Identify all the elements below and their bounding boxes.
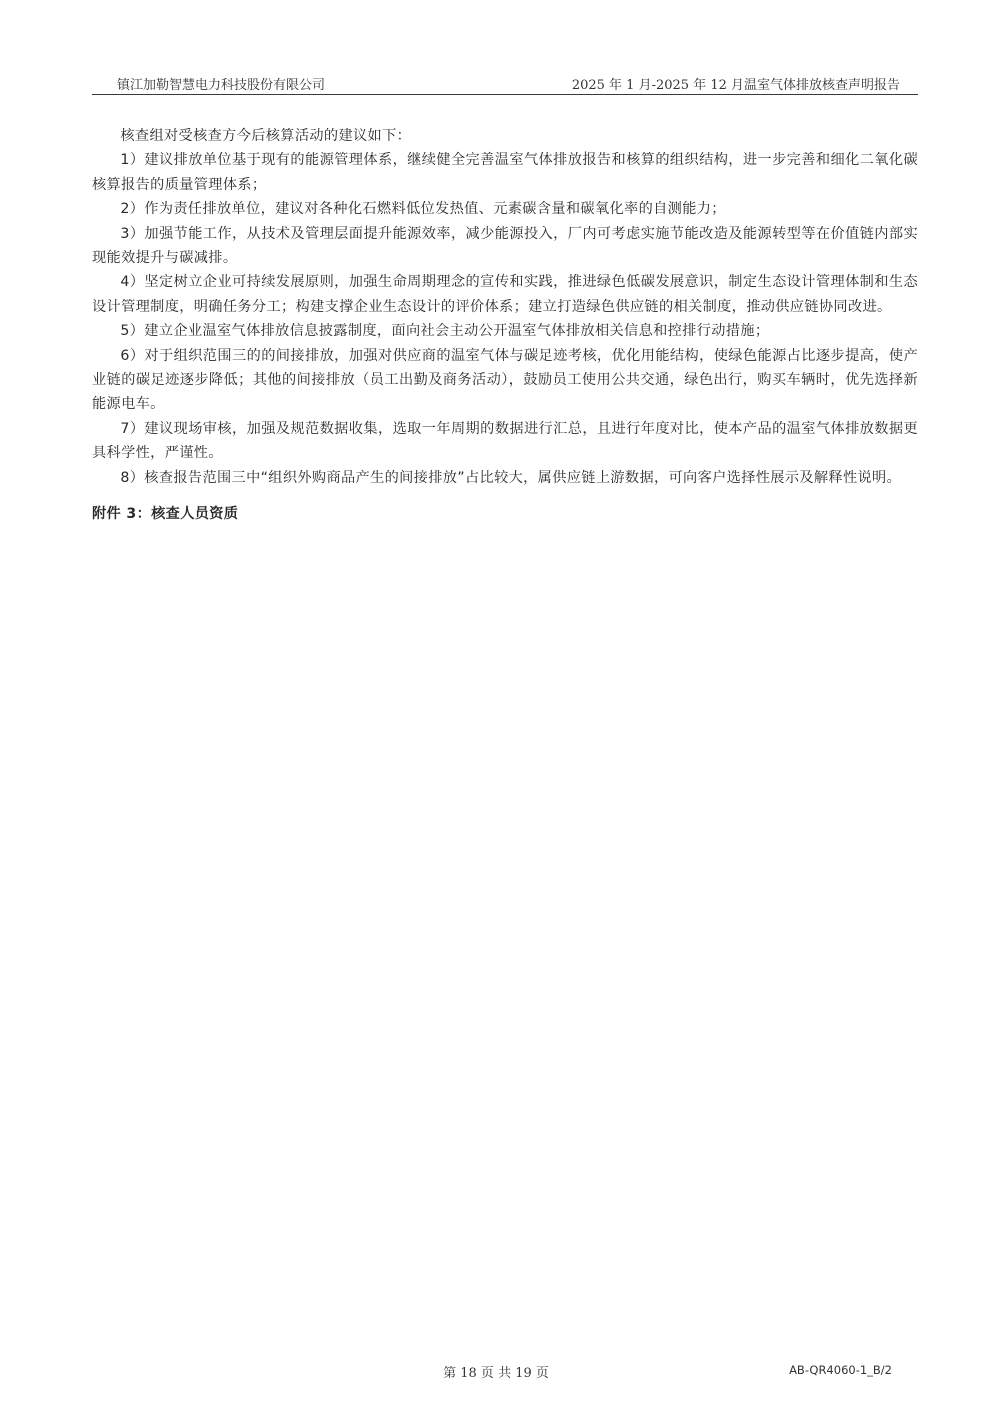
attachment-heading: 附件 3：核查人员资质 bbox=[92, 506, 239, 523]
suggestion-6: 6）对于组织范围三的的间接排放，加强对供应商的温室气体与碳足迹考核，优化用能结构，使绿色能源占比逐步提高，使产业链的碳足迹逐步降低；其他的间接排放（员工出勤及商务活动），鼓励员工使用公共交通，绿色出行，购买车辆时，优先选择新能源电车。 bbox=[92, 347, 918, 413]
suggestion-2: 2）作为责任排放单位，建议对各种化石燃料低位发热值、元素碳含量和碳氧化率的自测能力； bbox=[120, 201, 726, 218]
suggestion-8: 8）核查报告范围三中“组织外购商品产生的间接排放”占比较大，属供应链上游数据，可向客户选择性展示及解释性说明。 bbox=[120, 469, 902, 486]
suggestion-4: 4）坚定树立企业可持续发展原则，加强生命周期理念的宣传和实践，推进绿色低碳发展意识，制定生态设计管理体制和生态设计管理制度，明确任务分工；构建支撑企业生态设计的评价体系；建立打造绿色供应链的相关制度，推动供应链协同改进。 bbox=[92, 274, 918, 315]
suggestion-7: 7）建议现场审核，加强及规范数据收集，选取一年周期的数据进行汇总，且进行年度对比，使本产品的温室气体排放数据更具科学性，严谨性。 bbox=[92, 420, 918, 462]
document-body bbox=[92, 124, 918, 527]
intro-paragraph: 核查组对受核查方今后核算活动的建议如下： bbox=[120, 128, 412, 144]
suggestion-1: 1）建议排放单位基于现有的能源管理体系，继续健全完善温室气体排放报告和核算的组织结构，进一步完善和细化二氧化碳核算报告的质量管理体系； bbox=[92, 152, 918, 193]
page-header bbox=[92, 72, 918, 95]
page-number: 第 18 页 共 19 页 bbox=[443, 1366, 549, 1381]
suggestion-5: 5）建立企业温室气体排放信息披露制度，面向社会主动公开温室气体排放相关信息和控排行动措施； bbox=[120, 323, 770, 340]
report-title: 2025 年 1 月-2025 年 12 月温室气体排放核查声明报告 bbox=[571, 78, 900, 93]
suggestion-3: 3）加强节能工作，从技术及管理层面提升能源效率，减少能源投入，厂内可考虑实施节能改造及能源转型等在价值链内部实现能效提升与碳减排。 bbox=[92, 225, 918, 267]
document-code: AB-QR4060-1_B/2 bbox=[789, 1363, 892, 1377]
company-name: 镇江加勒智慧电力科技股份有限公司 bbox=[117, 78, 326, 93]
